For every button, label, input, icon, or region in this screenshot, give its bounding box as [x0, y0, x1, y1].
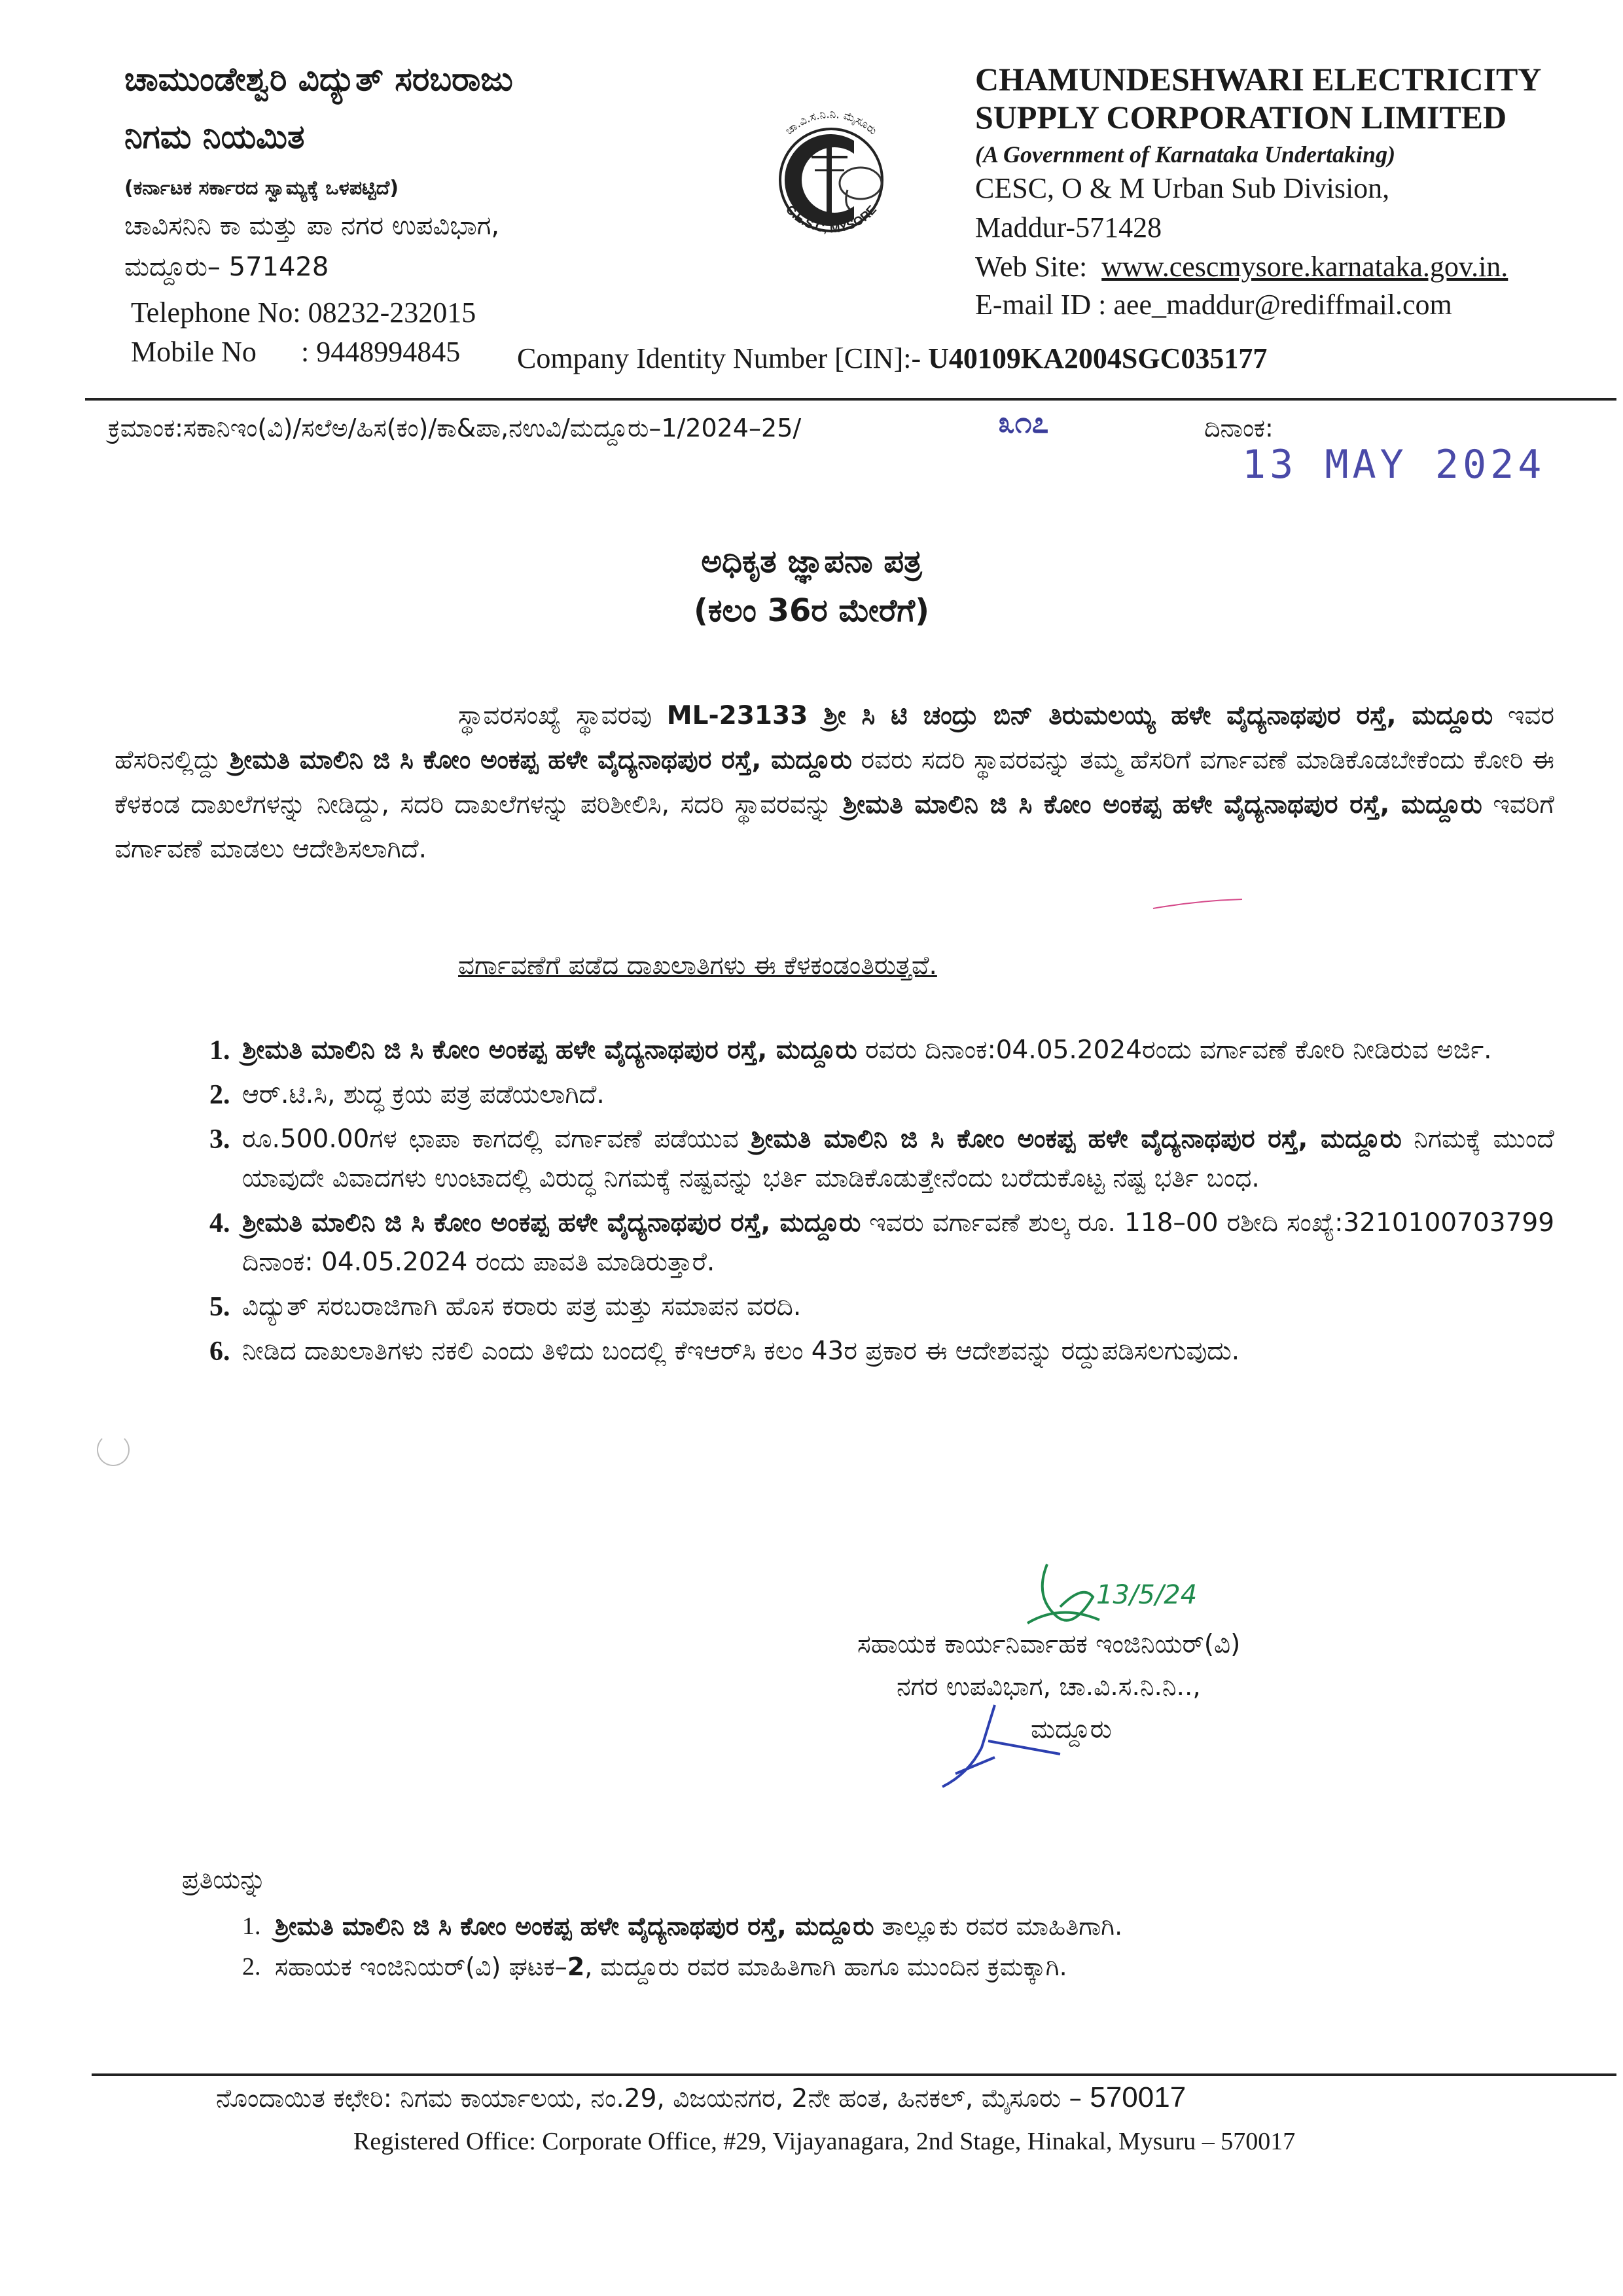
list-item	[242, 1906, 1564, 1946]
date-stamp: 13 MAY 2024	[1242, 442, 1546, 488]
list-item-number: 2.	[209, 1080, 230, 1110]
signature-date: 13/5/24	[1096, 1580, 1198, 1610]
list-item-name: ಶ್ರೀಮತಿ ಮಾಲಿನಿ ಜಿ ಸಿ ಕೋಂ ಅಂಕಪ್ಪ ಹಳೇ ವೈದ್ಯನಾಥಪುರ ರಸ್ತೆ, ಮದ್ದೂರು	[751, 1124, 1402, 1154]
body-installation-owner: ML-23133 ಶ್ರೀ ಸಿ ಟಿ ಚಂದ್ರು ಬಿನ್ ತಿರುಮಲಯ್ಯ ಹಳೇ ವೈದ್ಯನಾಥಪುರ ರಸ್ತೆ, ಮದ್ದೂರು	[666, 701, 1493, 730]
kn-company-subtitle: (ಕರ್ನಾಟಕ ಸರ್ಕಾರದ ಸ್ವಾಮ್ಯಕ್ಕೆ ಒಳಪಟ್ಟಿದೆ)	[124, 177, 399, 200]
list-item-text: , ಮದ್ದೂರು ರವರ ಮಾಹಿತಿಗಾಗಿ ಹಾಗೂ ಮುಂದಿನ ಕ್ರಮಕ್ಕಾಗಿ.	[584, 1952, 1067, 1981]
list-item-text: ಇವರು ವರ್ಗಾವಣೆ ಶುಲ್ಕ ರೂ. 118–00 ರಶೀದಿ ಸಂಖ್ಯೆ:3210100703799 ದಿನಾಂಕ: 04.05.2024 ರಂದು ಪಾವತಿ ಮಾಡಿರುತ್ತಾರೆ.	[242, 1208, 1555, 1277]
kn-company-name-line2: ನಿಗಮ ನಿಯಮಿತ	[124, 118, 305, 156]
document-subtitle: (ಕಲಂ 36ರ ಮೇರೆಗೆ)	[693, 592, 930, 629]
body-applicant: ಶ್ರೀಮತಿ ಮಾಲಿನಿ ಜಿ ಸಿ ಕೋಂ ಅಂಕಪ್ಪ ಹಳೇ ವೈದ್ಯನಾಥಪುರ ರಸ್ತೆ, ಮದ್ದೂರು	[229, 745, 852, 775]
punch-hole-mark	[97, 1433, 130, 1466]
list-item-name: 2	[567, 1952, 585, 1981]
list-item-text: ಸಹಾಯಕ ಇಂಜಿನಿಯರ್(ವಿ) ಘಟಕ–	[275, 1952, 567, 1981]
list-item-number: 6.	[209, 1336, 230, 1367]
logo-bottom-text: C.E.S.C, MYSORE	[783, 203, 880, 236]
list-item-text: ರೂ.500.00ಗಳ ಛಾಪಾ ಕಾಗದಲ್ಲಿ ವರ್ಗಾವಣೆ ಪಡೆಯುವ	[242, 1124, 751, 1154]
mobile-number: : 9448994845	[301, 336, 461, 368]
header-divider	[85, 398, 1616, 401]
documents-list	[209, 1031, 1554, 1376]
logo-top-text: ಚಾ.ವಿ.ಸ.ನಿ.ನಿ. ಮೈಸೂರು	[783, 107, 880, 138]
body-text-a: ಸ್ಥಾವರಸಂಖ್ಯೆ ಸ್ಥಾವರವು	[458, 701, 667, 730]
list-item-text: ಆರ್.ಟಿ.ಸಿ, ಶುದ್ಧ ಕ್ರಯ ಪತ್ರ ಪಡೆಯಲಾಗಿದೆ.	[242, 1080, 605, 1109]
body-text-g: ಇವರಿಗೆ ವರ್ಗಾವಣೆ ಮಾಡಲು ಆದೇಶಿಸಲಾಗಿದೆ.	[115, 790, 1554, 864]
body-transferee: ಶ್ರೀಮತಿ ಮಾಲಿನಿ ಜಿ ಸಿ ಕೋಂ ಅಂಕಪ್ಪ ಹಳೇ ವೈದ್ಯನಾಥಪುರ ರಸ್ತೆ, ಮದ್ದೂರು	[842, 790, 1482, 819]
website-link[interactable]: www.cescmysore.karnataka.gov.in.	[1101, 251, 1508, 283]
en-company-name-line2: SUPPLY CORPORATION LIMITED	[975, 99, 1507, 135]
list-item-number: 1.	[209, 1035, 230, 1066]
list-item-number: 5.	[209, 1292, 230, 1322]
pink-pen-mark	[1152, 898, 1243, 911]
list-item-number: 1.	[242, 1912, 261, 1940]
en-city: Maddur-571428	[975, 211, 1162, 243]
list-item-text: ತಾಲ್ಲೂಕು ರವರ ಮಾಹಿತಿಗಾಗಿ.	[874, 1912, 1123, 1941]
en-company-name-line1: CHAMUNDESHWARI ELECTRICITY	[975, 61, 1542, 98]
date-label: ದಿನಾಂಕ:	[1204, 414, 1274, 442]
list-item	[242, 1946, 1564, 1987]
list-item-text: ರವರು ದಿನಾಂಕ:04.05.2024ರಂದು ವರ್ಗಾವಣೆ ಕೋರಿ ನೀಡಿರುವ ಅರ್ಜಿ.	[857, 1035, 1492, 1065]
list-item	[209, 1204, 1554, 1282]
body-text-c: ಇವರ ಹೆಸರಿನಲ್ಲಿದ್ದು	[115, 701, 1554, 775]
signatory-office: ನಗರ ಉಪವಿಭಾಗ, ಚಾ.ವಿ.ಸ.ನಿ.ನಿ..,	[897, 1672, 1201, 1702]
list-item	[209, 1031, 1554, 1070]
list-item-number: 3.	[209, 1124, 230, 1155]
kn-company-name-line1: ಚಾಮುಂಡೇಶ್ವರಿ ವಿದ್ಯುತ್ ಸರಬರಾಜು	[124, 60, 513, 98]
body-paragraph	[115, 694, 1554, 872]
list-item	[209, 1287, 1554, 1327]
telephone-number: Telephone No: 08232-232015	[131, 296, 476, 329]
cin-value: U40109KA2004SGC035177	[928, 342, 1268, 374]
kn-city: ಮದ್ದೂರು– 571428	[124, 252, 329, 282]
list-item-text: ನಿಗಮಕ್ಕೆ ಮುಂದೆ ಯಾವುದೇ ವಿವಾದಗಳು ಉಂಟಾದಲ್ಲಿ ವಿರುದ್ಧ ನಿಗಮಕ್ಕೆ ನಷ್ಟವನ್ನು ಭರ್ತಿ ಮಾಡಿಕೊಡುತ್ತೇನೆಂದು ಬರೆದುಕೊಟ್ಟ ನಷ್ಟ ಭರ್ತಿ ಬಂಧ.	[242, 1124, 1554, 1193]
mobile-label: Mobile No	[131, 336, 257, 368]
list-item-text: ನೀಡಿದ ದಾಖಲಾತಿಗಳು ನಕಲಿ ಎಂದು ತಿಳಿದು ಬಂದಲ್ಲಿ ಕೆಇಆರ್‌ಸಿ ಕಲಂ 43ರ ಪ್ರಕಾರ ಈ ಆದೇಶವನ್ನು ರದ್ದುಪಡಿಸಲಗುವುದು.	[242, 1336, 1240, 1366]
list-item-name: ಶ್ರೀಮತಿ ಮಾಲಿನಿ ಜಿ ಸಿ ಕೋಂ ಅಂಕಪ್ಪ ಹಳೇ ವೈದ್ಯನಾಥಪುರ ರಸ್ತೆ, ಮದ್ದೂರು	[242, 1208, 861, 1238]
list-item-number: 2.	[242, 1953, 261, 1981]
cin	[517, 342, 1267, 375]
email-address: E-mail ID : aee_maddur@rediffmail.com	[975, 289, 1452, 321]
footer-divider	[92, 2073, 1616, 2076]
kn-division-name: ಚಾವಿಸನಿನಿ ಕಾ ಮತ್ತು ಪಾ ನಗರ ಉಪವಿಭಾಗ,	[124, 211, 500, 241]
documents-heading: ವರ್ಗಾವಣೆಗೆ ಪಡೆದ ದಾಖಲಾತಿಗಳು ಈ ಕೆಳಕಂಡಂತಿರುತ್ತವೆ.	[458, 951, 937, 980]
handwritten-reference-number: ೩೧೭	[998, 404, 1049, 440]
list-item-text: ವಿದ್ಯುತ್ ಸರಬರಾಜಿಗಾಗಿ ಹೊಸ ಕರಾರು ಪತ್ರ ಮತ್ತು ಸಮಾಪನ ವರದಿ.	[242, 1292, 802, 1321]
copy-to-heading: ಪ್ರತಿಯನ್ನು	[182, 1865, 266, 1895]
document-title: ಅಧಿಕೃತ ಜ್ಞಾಪನಾ ಪತ್ರ	[701, 543, 922, 580]
list-item	[209, 1120, 1554, 1198]
footer-kn-address	[216, 2081, 1186, 2114]
svg-text:ಚಾ.ವಿ.ಸ.ನಿ.ನಿ. ಮೈಸೂರು	[783, 108, 880, 137]
list-item	[209, 1075, 1554, 1115]
body-text-e: ರವರು ಸದರಿ ಸ್ಥಾವರವನ್ನು ತಮ್ಮ ಹೆಸರಿಗೆ ವರ್ಗಾವಣೆ ಮಾಡಿಕೊಡಬೇಕೆಂದು ಕೋರಿ ಈ ಕೆಳಕಂಡ ದಾಖಲೆಗಳನ್ನು ನೀಡಿದ್ದು, ಸದರಿ ದಾಖಲೆಗಳನ್ನು ಪರಿಶೀಲಿಸಿ, ಸದರಿ ಸ್ಥಾವರವನ್ನು	[115, 745, 1554, 819]
list-item-number: 4.	[209, 1208, 230, 1238]
website	[975, 250, 1508, 283]
list-item-name: ಶ್ರೀಮತಿ ಮಾಲಿನಿ ಜಿ ಸಿ ಕೋಂ ಅಂಕಪ್ಪ ಹಳೇ ವೈದ್ಯನಾಥಪುರ ರಸ್ತೆ, ಮದ್ದೂರು	[242, 1035, 857, 1065]
signatory-city: ಮದ್ದೂರು	[1031, 1715, 1112, 1744]
cin-label: Company Identity Number [CIN]:-	[517, 342, 921, 374]
signatory-designation: ಸಹಾಯಕ ಕಾರ್ಯನಿರ್ವಾಹಕ ಇಂಜಿನಿಯರ್(ವಿ)	[857, 1630, 1241, 1659]
en-government-note: (A Government of Karnataka Undertaking)	[975, 141, 1396, 168]
website-label: Web Site:	[975, 251, 1088, 283]
list-item-name: ಶ್ರೀಮತಿ ಮಾಲಿನಿ ಜಿ ಸಿ ಕೋಂ ಅಂಕಪ್ಪ ಹಳೇ ವೈದ್ಯನಾಥಪುರ ರಸ್ತೆ, ಮದ್ದೂರು	[275, 1912, 874, 1941]
footer-kn-text: ನೊಂದಾಯಿತ ಕಛೇರಿ: ನಿಗಮ ಕಾರ್ಯಾಲಯ, ನಂ.29, ವಿಜಯನಗರ, 2ನೇ ಹಂತ, ಹಿನಕಲ್, ಮೈಸೂರು –	[216, 2084, 1090, 2113]
copy-to-list	[242, 1906, 1564, 1987]
list-item	[209, 1332, 1554, 1371]
cesc-logo	[749, 92, 913, 262]
footer-en-address: Registered Office: Corporate Office, #29, Vijayanagara, 2nd Stage, Hinakal, Mysuru – 570017	[353, 2128, 1296, 2155]
footer-kn-pincode: 570017	[1090, 2081, 1186, 2113]
en-office-name: CESC, O & M Urban Sub Division,	[975, 172, 1390, 204]
reference-number: ಕ್ರಮಾಂಕ:ಸಕಾನಿಇಂ(ವಿ)/ಸಲೆಅ/ಹಿಸ(ಕಂ)/ಕಾ&ಪಾ,ನಉವಿ/ಮದ್ದೂರು–1/2024–25/	[108, 414, 802, 442]
